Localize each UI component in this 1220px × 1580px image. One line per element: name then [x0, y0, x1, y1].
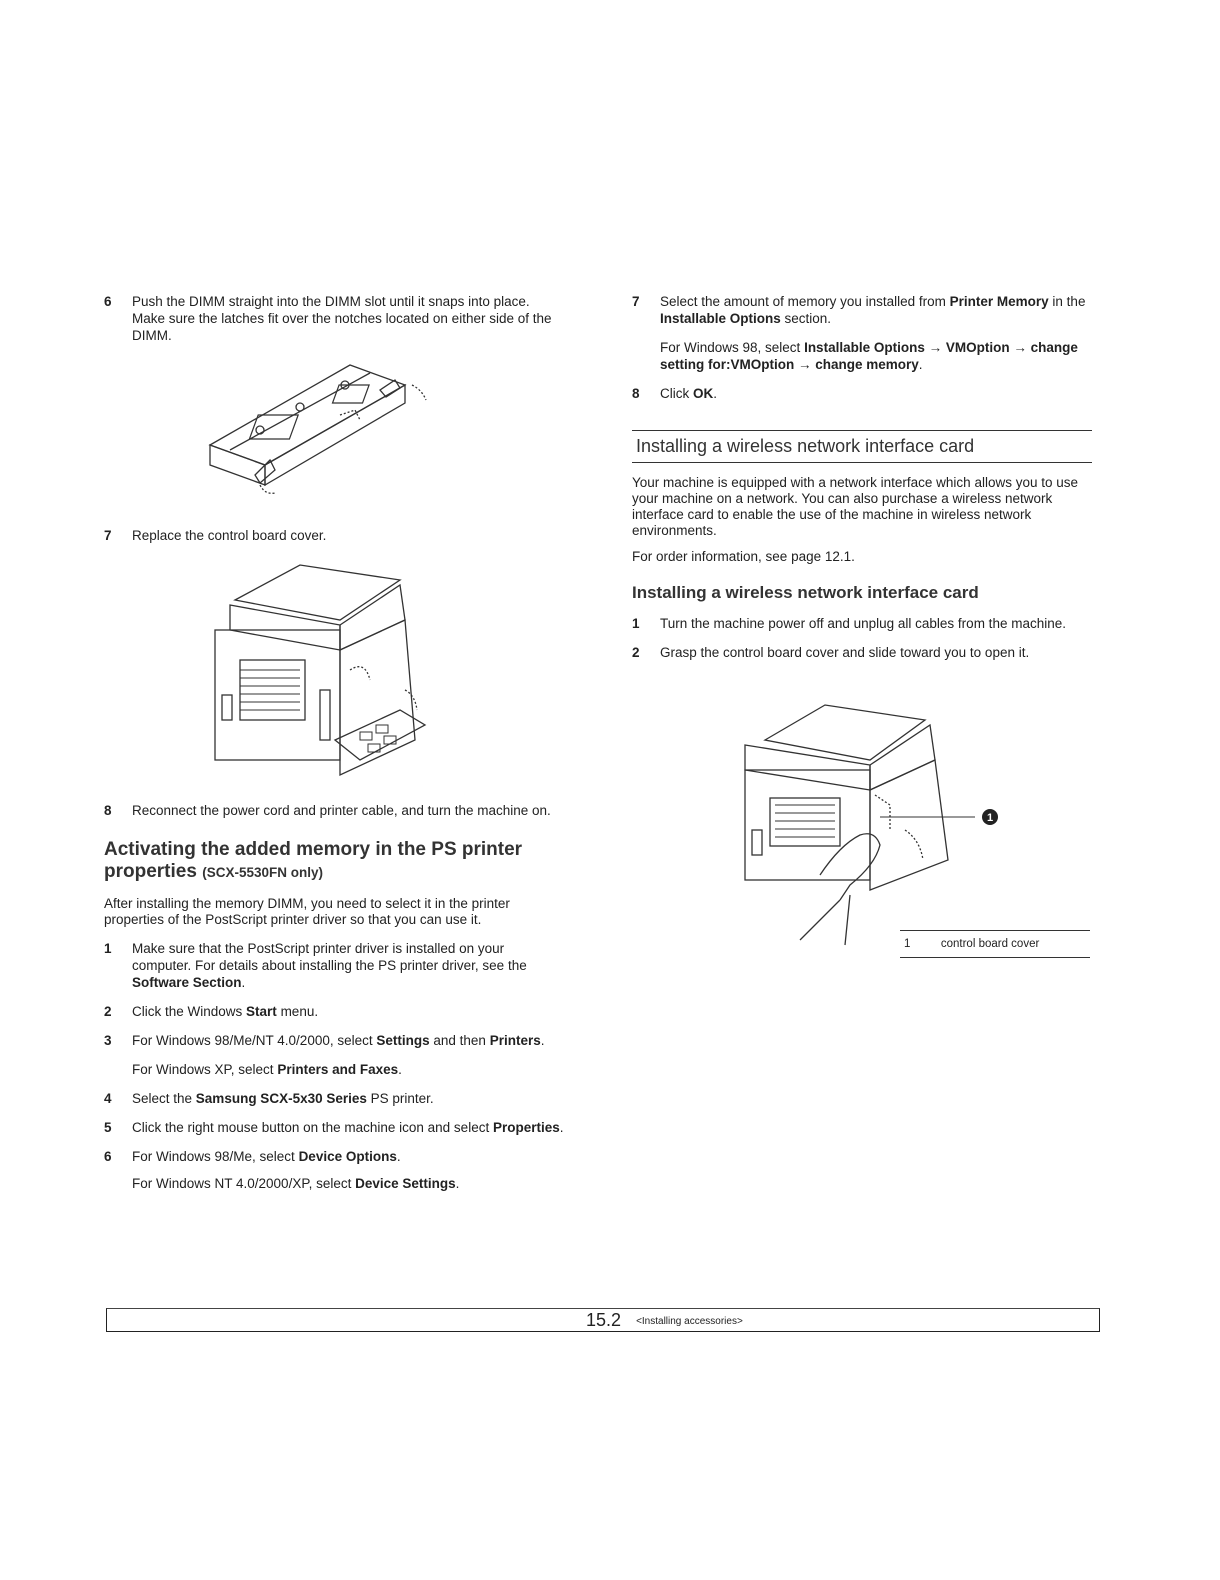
- left-step7-block: [104, 527, 564, 544]
- legend-number: 1: [904, 938, 911, 950]
- section-title-activating-memory: Activating the added memory in the PS printer properties (SCX-5530FN only): [104, 839, 523, 882]
- activate-step-6: 6 For Windows 98/Me, select Device Options.: [104, 1149, 401, 1164]
- page-number: 15.2: [586, 1310, 622, 1330]
- callout-marker: 1: [986, 812, 994, 824]
- figure-legend: [900, 930, 1090, 958]
- footer-section-name: <Installing accessories>: [636, 1315, 743, 1327]
- subsection-title-wireless: Installing a wireless network interface card: [632, 583, 979, 602]
- activate-step-3: 3 For Windows 98/Me/NT 4.0/2000, select Settings and then Printers.: [104, 1033, 545, 1048]
- step-7-win98-path: For Windows 98, select Installable Options → VMOption → change setting for:VMOption → change memory.: [660, 340, 1078, 372]
- activate-step-1: 1 Make sure that the PostScript printer driver is installed on your computer. For details about installing the PS printer driver, see the Software Section.: [104, 941, 527, 990]
- activate-step-2: 2 Click the Windows Start menu.: [104, 1004, 319, 1019]
- step-7-printer-memory: 7 Select the amount of memory you installed from Printer Memory in the Installable Options section.: [632, 294, 1086, 326]
- order-info: For order information, see page 12.1.: [632, 549, 855, 564]
- printer-rear-illustration: [200, 560, 440, 785]
- wireless-step-1: 1 Turn the machine power off and unplug all cables from the machine.: [632, 616, 1066, 631]
- page-footer: [586, 1310, 743, 1331]
- wireless-step-2: 2 Grasp the control board cover and slide toward you to open it.: [632, 645, 1030, 660]
- left-lower-block: [104, 802, 564, 1192]
- step-6-dimm: 6 Push the DIMM straight into the DIMM slot until it snaps into place. Make sure the latches fit over the notches located on either side of the DIMM.: [104, 294, 552, 343]
- activate-step-4: 4 Select the Samsung SCX-5x30 Series PS printer.: [104, 1091, 434, 1106]
- section-header-wireless: [632, 430, 1092, 463]
- model-note: (SCX-5530FN only): [202, 865, 323, 880]
- step-8-click-ok: 8 Click OK.: [632, 386, 718, 401]
- activate-step-6-nt: For Windows NT 4.0/2000/XP, select Device Settings.: [132, 1176, 460, 1191]
- printer-cover-open-illustration: [730, 700, 1010, 950]
- dimm-illustration: [200, 355, 450, 505]
- activate-step-3-xp: For Windows XP, select Printers and Faxes.: [132, 1062, 402, 1077]
- wireless-intro: Your machine is equipped with a network interface which allows you to use your machine on a network. You can also purchase a wireless network interface card to enable the use of the machine in wireless network environments.: [632, 475, 1079, 538]
- section-title-wireless: Installing a wireless network interface card: [636, 436, 975, 456]
- right-column: [632, 293, 1102, 661]
- step-7-replace-cover: 7 Replace the control board cover.: [104, 528, 327, 543]
- legend-label: control board cover: [940, 938, 1040, 950]
- activate-step-5: 5 Click the right mouse button on the machine icon and select Properties.: [104, 1120, 564, 1135]
- left-column: [104, 293, 564, 344]
- activating-intro: After installing the memory DIMM, you need to select it in the printer properties of the PostScript printer driver so that you can use it.: [104, 896, 510, 927]
- step-8-reconnect: 8 Reconnect the power cord and printer cable, and turn the machine on.: [104, 803, 551, 818]
